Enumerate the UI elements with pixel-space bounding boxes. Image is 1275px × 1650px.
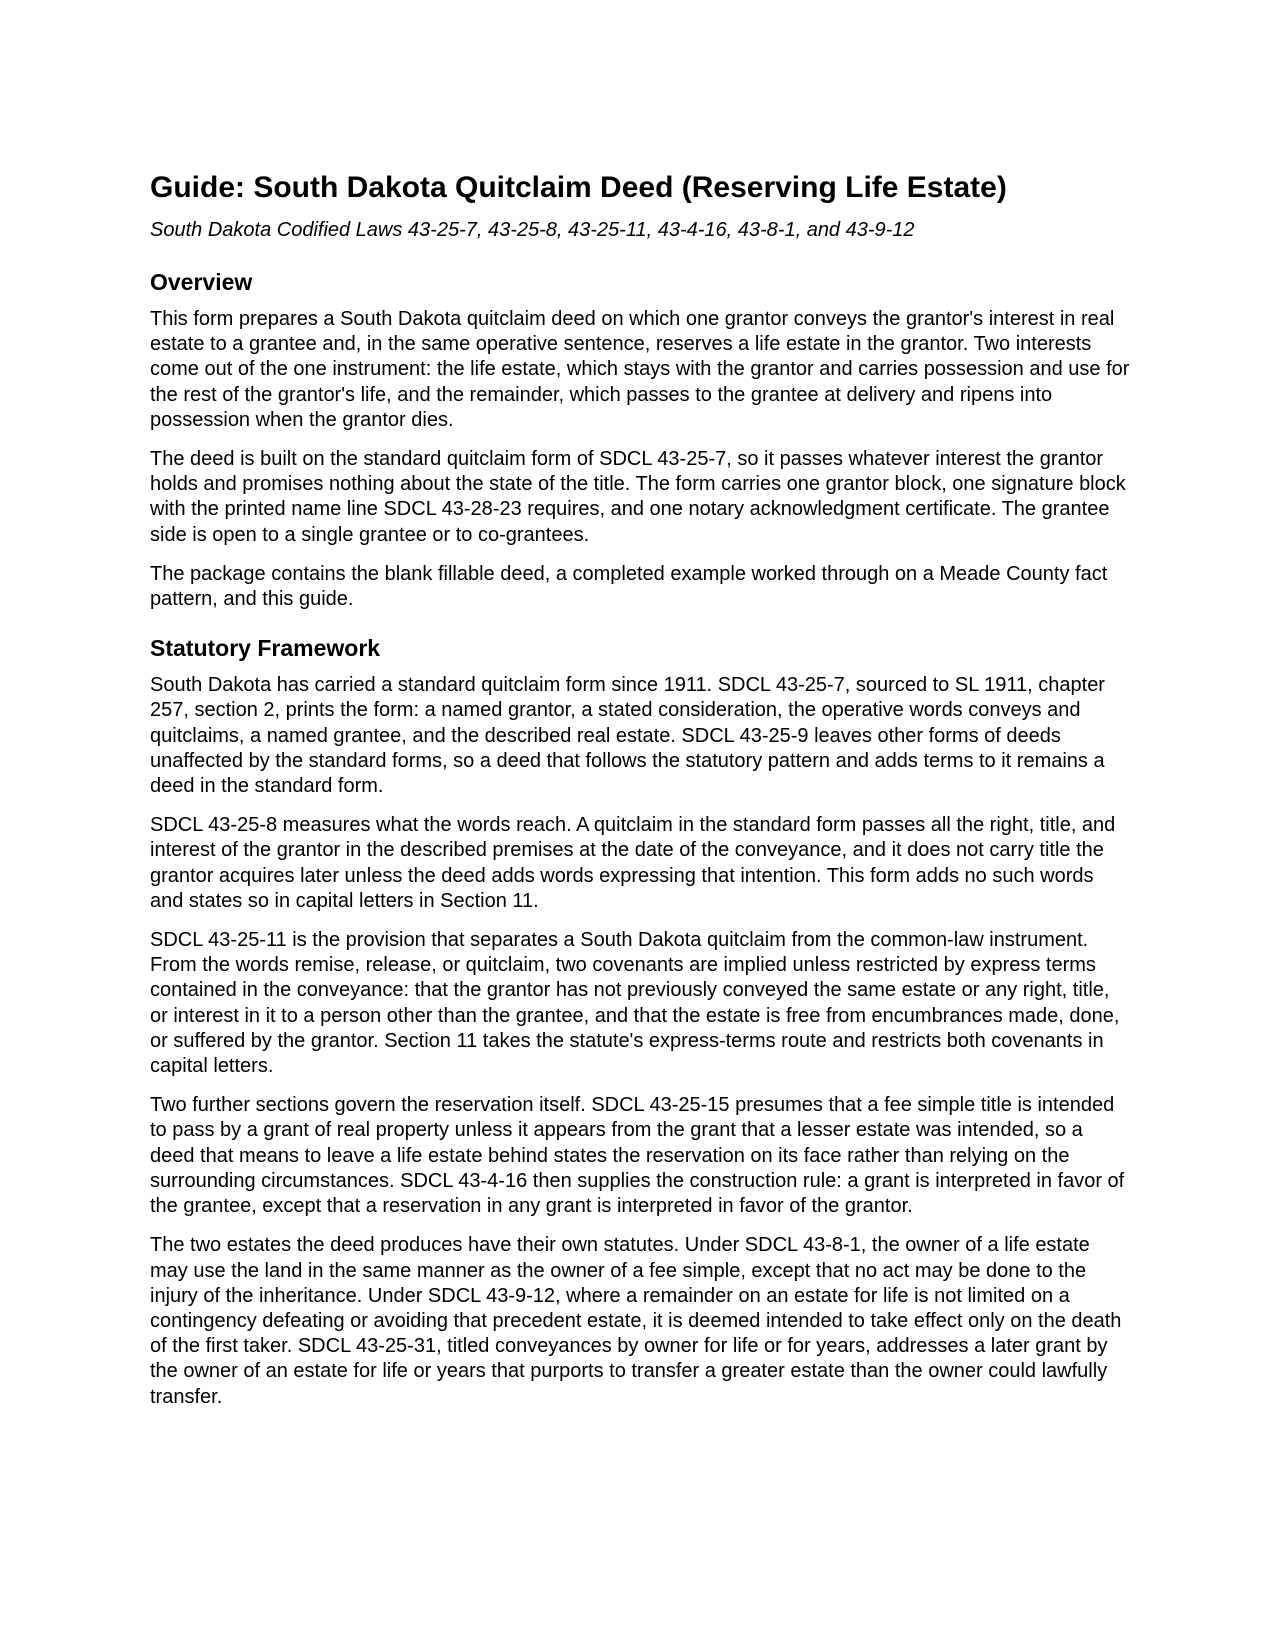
section-overview bbox=[150, 268, 1130, 612]
paragraph: The deed is built on the standard quitclaim form of SDCL 43-25-7, so it passes whatever interest the grantor holds and promises nothing about the state of the title. The form carries one grantor block, one signature block with the printed name line SDCL 43-28-23 requires, and one notary acknowledgment certificate. The grantee side is open to a single grantee or to co-grantees. bbox=[150, 448, 1126, 546]
section-statutory-framework bbox=[150, 634, 1130, 1409]
document-subtitle: South Dakota Codified Laws 43-25-7, 43-25-8, 43-25-11, 43-4-16, 43-8-1, and 43-9-12 bbox=[150, 219, 915, 241]
paragraph: The package contains the blank fillable deed, a completed example worked through on a Meade County fact pattern, and this guide. bbox=[150, 562, 1108, 611]
section-heading-overview: Overview bbox=[150, 269, 253, 295]
document-title: Guide: South Dakota Quitclaim Deed (Reserving Life Estate) bbox=[150, 171, 1007, 204]
paragraph: Two further sections govern the reservation itself. SDCL 43-25-15 presumes that a fee simple title is intended to pass by a grant of real property unless it appears from the grant that a lesser estate was intended, so a deed that means to leave a life estate behind states the reservation on its face rather than relying on the surrounding circumstances. SDCL 43-4-16 then supplies the construction rule: a grant is interpreted in favor of the grantee, except that a reservation in any grant is interpreted in favor of the grantor. bbox=[150, 1094, 1125, 1218]
document-page bbox=[150, 170, 1130, 1410]
paragraph: This form prepares a South Dakota quitclaim deed on which one grantor conveys the grantor's interest in real estate to a grantee and, in the same operative sentence, reserves a life estate in the grantor. Two interests come out of the one instrument: the life estate, which stays with the grantor and carries possession and use for the rest of the grantor's life, and the remainder, which passes to the grantee at delivery and ripens into possession when the grantor dies. bbox=[150, 308, 1130, 431]
paragraph: South Dakota has carried a standard quitclaim form since 1911. SDCL 43-25-7, sourced to SL 1911, chapter 257, section 2, prints the form: a named grantor, a stated consideration, the operative words conveys and quitclaims, a named grantee, and the described real estate. SDCL 43-25-9 leaves other forms of deeds unaffected by the standard forms, so a deed that follows the statutory pattern and adds terms to it remains a deed in the standard form. bbox=[150, 674, 1105, 798]
paragraph: SDCL 43-25-11 is the provision that separates a South Dakota quitclaim from the common-law instrument. From the words remise, release, or quitclaim, two covenants are implied unless restricted by express terms contained in the conveyance: that the grantor has not previously conveyed the same estate or any right, title, or interest in it to a person other than the grantee, and that the estate is free from encumbrances made, done, or suffered by the grantor. Section 11 takes the statute's express-terms route and restricts both covenants in capital letters. bbox=[150, 929, 1120, 1078]
section-heading-statutory-framework: Statutory Framework bbox=[150, 635, 381, 662]
paragraph: SDCL 43-25-8 measures what the words reach. A quitclaim in the standard form passes all the right, title, and interest of the grantor in the described premises at the date of the conveyance, and it does not carry title the grantor acquires later unless the deed adds words expressing that intention. This form adds no such words and states so in capital letters in Section 11. bbox=[150, 814, 1116, 912]
paragraph: The two estates the deed produces have their own statutes. Under SDCL 43-8-1, the owner of a life estate may use the land in the same manner as the owner of a fee simple, except that no act may be done to the injury of the inheritance. Under SDCL 43-9-12, where a remainder on an estate for life is not limited on a contingency defeating or avoiding that precedent estate, it is deemed intended to take effect only on the death of the first taker. SDCL 43-25-31, titled conveyances by owner for life or for years, addresses a later grant by the owner of an estate for life or years that purports to transfer a greater estate than the owner could lawfully transfer. bbox=[150, 1234, 1122, 1408]
